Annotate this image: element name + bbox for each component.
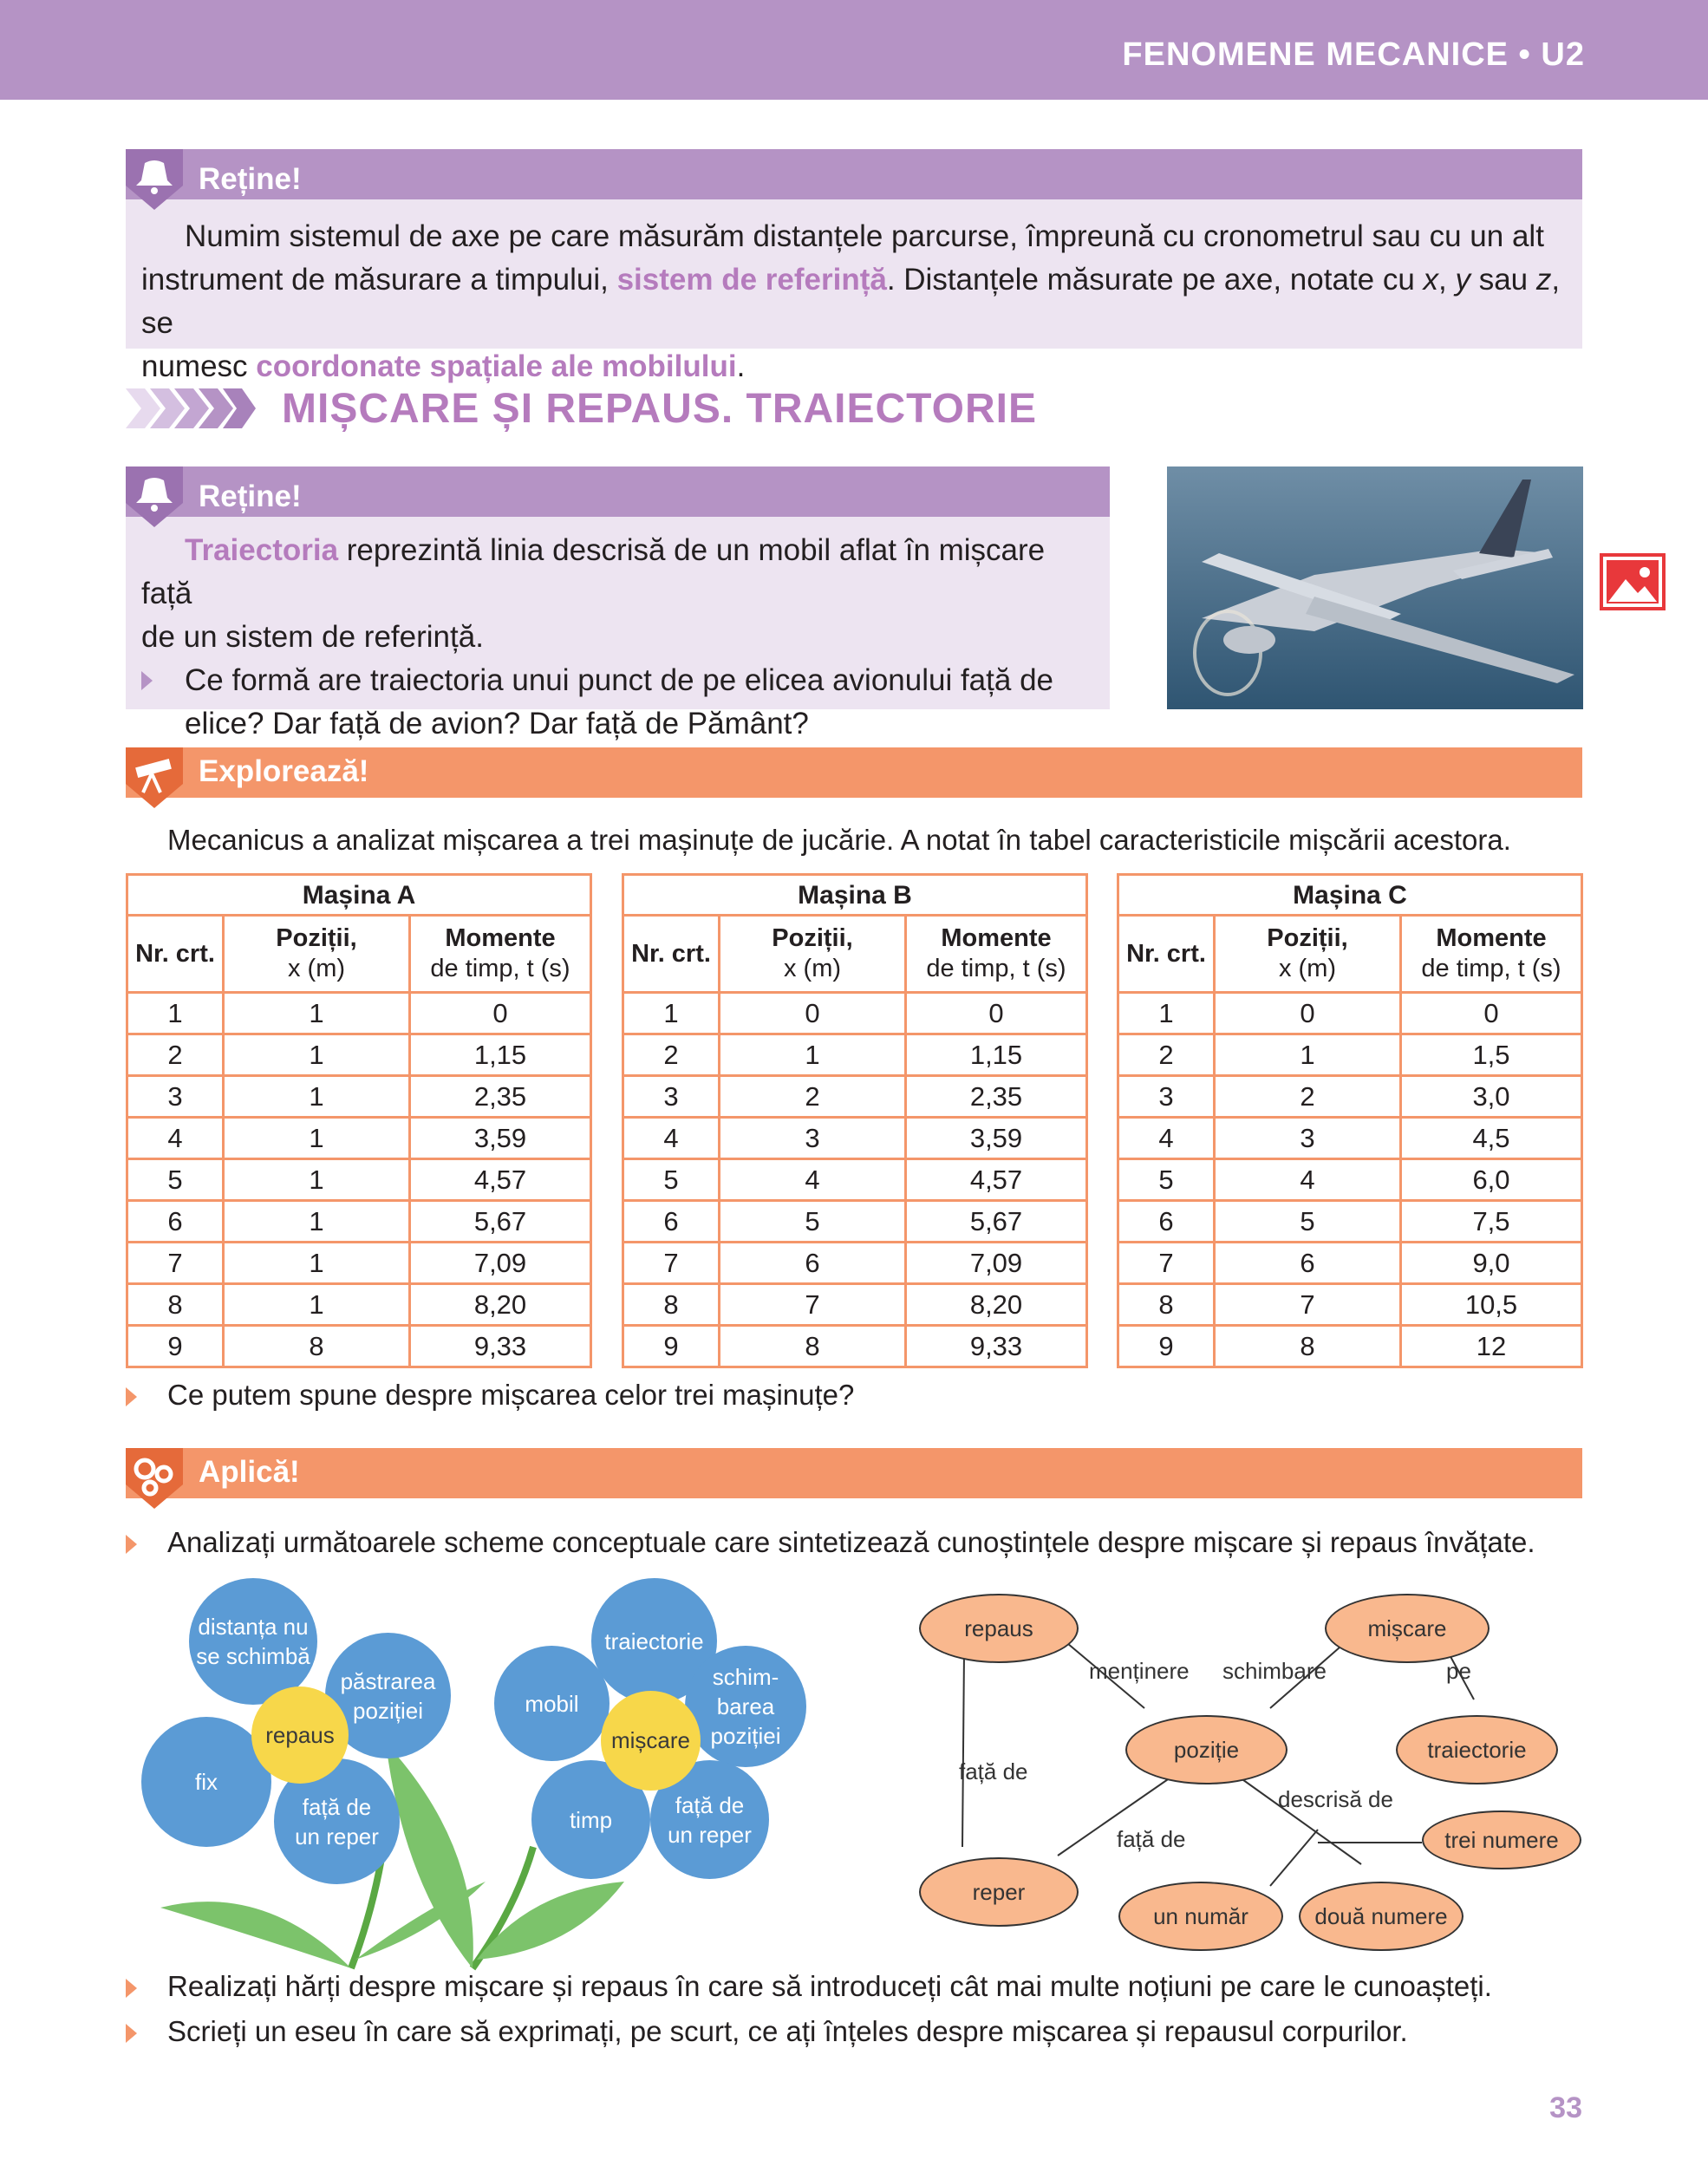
table-row	[623, 1159, 1087, 1201]
table-cell: 2	[623, 1034, 720, 1076]
table-cell: 8,20	[906, 1284, 1087, 1326]
text: ,	[1438, 263, 1456, 297]
table-cell: 5	[127, 1159, 224, 1201]
table-cell: 7,09	[410, 1243, 591, 1284]
table-row	[127, 1076, 591, 1118]
var-x: x	[1423, 263, 1439, 297]
table-cell: 7	[1215, 1284, 1401, 1326]
map-node-trei-numere: trei numere	[1422, 1810, 1581, 1869]
table-cell: 5	[623, 1159, 720, 1201]
table-cell: 4,57	[906, 1159, 1087, 1201]
text: Momente	[445, 924, 556, 952]
map-node-doua-numere: două numere	[1299, 1882, 1464, 1951]
table-cell: 5,67	[410, 1201, 591, 1243]
table-cell: 6	[127, 1201, 224, 1243]
retine1-line1: Numim sistemul de axe pe care măsurăm distanțele parcurse, împreună cu cronometrul sau cu un alt	[185, 219, 1544, 253]
col-header-nr: Nr. crt.	[623, 916, 720, 993]
map-link-fata-de: față de	[1117, 1826, 1186, 1852]
table-cell: 9,0	[1401, 1243, 1582, 1284]
text: , se	[141, 263, 1561, 340]
flower1-petal: păstrarea poziției	[325, 1633, 451, 1758]
term-traiectoria: Traiectoria	[185, 533, 339, 567]
table-cell: 5	[1118, 1159, 1215, 1201]
table-cell: 4,5	[1401, 1118, 1582, 1159]
chapter-title: FENOMENE MECANICE • U2	[1122, 36, 1585, 73]
table-cell: 3	[127, 1076, 224, 1118]
table-cell: 6	[720, 1243, 906, 1284]
table-cell: 9	[1118, 1326, 1215, 1367]
table-cell: 1	[224, 1034, 410, 1076]
retine-box-1	[126, 149, 1582, 383]
table-cell: 3,0	[1401, 1076, 1582, 1118]
map-link-descrisa-de: descrisă de	[1278, 1786, 1393, 1812]
page-header	[0, 0, 1708, 100]
table-cell: 1	[127, 993, 224, 1034]
airplane-photo	[1167, 466, 1583, 709]
question-line1: Ce formă are traiectoria unui punct de pe elicea avionului față de	[185, 663, 1053, 697]
table-cell: 1	[224, 1243, 410, 1284]
flower2-petal: schim-barea poziției	[685, 1646, 806, 1767]
table-cell: 1	[224, 1159, 410, 1201]
col-header-momente	[1401, 916, 1582, 993]
text: . Distanțele măsurate pe axe, notate cu	[886, 263, 1424, 297]
table-cell: 4	[127, 1118, 224, 1159]
flower2-center: mișcare	[601, 1691, 701, 1791]
bullet-icon	[141, 671, 153, 690]
bullet-icon	[126, 1387, 137, 1406]
table-cell: 1,15	[906, 1034, 1087, 1076]
map-node-repaus: repaus	[919, 1594, 1079, 1663]
bullet-icon	[126, 2024, 137, 2043]
map-node-traiectorie: traiectorie	[1396, 1715, 1558, 1784]
table-row	[127, 1034, 591, 1076]
table-cell: 2	[1118, 1034, 1215, 1076]
table-cell: 9	[127, 1326, 224, 1367]
col-header-pozitii	[224, 916, 410, 993]
table-cell: 5	[1215, 1201, 1401, 1243]
table-cell: 0	[720, 993, 906, 1034]
table-row	[1118, 1034, 1582, 1076]
text: Poziții,	[772, 924, 853, 952]
table-cell: 7	[1118, 1243, 1215, 1284]
map-node-pozitie: poziție	[1125, 1715, 1288, 1784]
table-cell: 9,33	[410, 1326, 591, 1367]
map-link-mentinere: menținere	[1089, 1658, 1190, 1684]
table-row	[1118, 1076, 1582, 1118]
table-masina-a	[126, 873, 592, 1368]
table-row	[623, 1243, 1087, 1284]
table-row	[1118, 993, 1582, 1034]
question-line2: elice? Dar față de avion? Dar față de Pământ?	[185, 707, 809, 740]
table-row	[127, 1243, 591, 1284]
retine-text-1	[141, 215, 1572, 388]
table-row	[127, 1201, 591, 1243]
text: numesc	[141, 349, 257, 383]
col-header-momente	[906, 916, 1087, 993]
var-y: y	[1455, 263, 1470, 297]
table-cell: 2	[127, 1034, 224, 1076]
table-cell: 3,59	[410, 1118, 591, 1159]
table-title: Mașina B	[623, 875, 1087, 916]
table-cell: 6	[623, 1201, 720, 1243]
table-cell: 1	[1215, 1034, 1401, 1076]
table-cell: 1	[1118, 993, 1215, 1034]
retine1-line3	[141, 345, 1572, 388]
map-link-schimbare: schimbare	[1222, 1658, 1327, 1684]
table-masina-b	[622, 873, 1088, 1368]
table-cell: 6	[1118, 1201, 1215, 1243]
map-node-miscare: mișcare	[1325, 1594, 1490, 1663]
term-sistem-referinta: sistem de referință	[616, 263, 887, 297]
text: de timp, t (s)	[1421, 955, 1561, 982]
text: reprezintă linia descrisă de un mobil aflat în mișcare față	[141, 533, 1046, 610]
table-cell: 2,35	[410, 1076, 591, 1118]
col-header-pozitii	[1215, 916, 1401, 993]
bullet-icon	[126, 1535, 137, 1554]
flower1-petal: fix	[141, 1717, 271, 1847]
table-cell: 8,20	[410, 1284, 591, 1326]
bell-icon	[126, 466, 183, 527]
table-row	[623, 1326, 1087, 1367]
exploreaza-question: Ce putem spune despre mișcarea celor trei mașinuțe?	[167, 1379, 855, 1411]
col-header-momente	[410, 916, 591, 993]
bullet-icon	[126, 1979, 137, 1998]
table-row	[623, 993, 1087, 1034]
table-row	[1118, 1201, 1582, 1243]
table-cell: 0	[410, 993, 591, 1034]
table-row	[623, 1076, 1087, 1118]
table-cell: 8	[1215, 1326, 1401, 1367]
term-coordonate: coordonate spațiale ale mobilului	[256, 349, 737, 383]
exploreaza-header	[126, 747, 1582, 798]
aplica-label: Aplică!	[199, 1455, 300, 1489]
table-row	[1118, 1118, 1582, 1159]
aplica-task-1: Realizați hărți despre mișcare și repaus în care să introduceți cât mai multe noțiuni pe care le cunoașteți.	[167, 1970, 1492, 2002]
table-row	[623, 1034, 1087, 1076]
text: de timp, t (s)	[926, 955, 1066, 982]
text: x (m)	[783, 955, 842, 982]
table-row	[1118, 1284, 1582, 1326]
retine-text-2	[141, 529, 1099, 746]
text: x (m)	[287, 955, 346, 982]
table-cell: 0	[1215, 993, 1401, 1034]
image-icon[interactable]	[1600, 553, 1666, 610]
table-cell: 1	[224, 1201, 410, 1243]
retine2-line2: de un sistem de referință.	[141, 620, 484, 654]
table-cell: 1	[720, 1034, 906, 1076]
table-cell: 3	[1118, 1076, 1215, 1118]
table-cell: 9,33	[906, 1326, 1087, 1367]
table-cell: 6	[1215, 1243, 1401, 1284]
aplica-task-2: Scrieți un eseu în care să exprimați, pe scurt, ce ați înțeles despre mișcarea și repausul corpurilor.	[167, 2015, 1408, 2047]
table-cell: 1	[224, 1118, 410, 1159]
retine2-question	[141, 659, 1099, 746]
table-cell: 8	[720, 1326, 906, 1367]
text: x (m)	[1278, 955, 1337, 982]
gears-icon	[126, 1448, 183, 1509]
table-cell: 0	[906, 993, 1087, 1034]
exploreaza-intro: Mecanicus a analizat mișcarea a trei mașinuțe de jucărie. A notat în tabel caracteristicile mișcării acestora.	[167, 824, 1511, 856]
text: Poziții,	[1267, 924, 1348, 952]
table-cell: 10,5	[1401, 1284, 1582, 1326]
table-cell: 1,15	[410, 1034, 591, 1076]
table-row	[623, 1201, 1087, 1243]
map-node-un-numar: un număr	[1118, 1882, 1283, 1951]
table-cell: 1	[224, 1076, 410, 1118]
chevrons-icon	[126, 388, 256, 428]
table-title: Mașina A	[127, 875, 591, 916]
table-row	[127, 1118, 591, 1159]
col-header-pozitii	[720, 916, 906, 993]
text: de timp, t (s)	[430, 955, 570, 982]
table-cell: 3	[1215, 1118, 1401, 1159]
var-z: z	[1535, 263, 1552, 297]
retine1-line2	[141, 258, 1572, 345]
table-cell: 1	[224, 993, 410, 1034]
flower1-center: repaus	[251, 1686, 349, 1784]
table-cell: 7,5	[1401, 1201, 1582, 1243]
table-cell: 8	[127, 1284, 224, 1326]
table-cell: 4	[720, 1159, 906, 1201]
table-row	[127, 1326, 591, 1367]
flower2-petal: mobil	[494, 1646, 610, 1761]
retine-header-1	[126, 149, 1582, 199]
telescope-icon	[126, 747, 183, 808]
flower1-petal: distanța nu se schimbă	[189, 1578, 317, 1705]
table-cell: 8	[1118, 1284, 1215, 1326]
section-title: MIȘCARE ȘI REPAUS. TRAIECTORIE	[282, 386, 1037, 432]
flower2-petal: față de un reper	[650, 1760, 769, 1879]
map-link-pe: pe	[1446, 1658, 1471, 1684]
aplica-intro: Analizați următoarele scheme conceptuale care sintetizează cunoștințele despre mișcare și repaus învățate.	[167, 1526, 1535, 1558]
retine2-line1	[141, 529, 1099, 616]
table-cell: 8	[224, 1326, 410, 1367]
bell-icon	[126, 149, 183, 210]
map-link-fata-de: față de	[959, 1758, 1028, 1784]
table-row	[1118, 1159, 1582, 1201]
table-cell: 5,67	[906, 1201, 1087, 1243]
map-node-reper: reper	[919, 1857, 1079, 1927]
table-title: Mașina C	[1118, 875, 1582, 916]
table-cell: 2	[1215, 1076, 1401, 1118]
retine-box-2	[126, 466, 1110, 740]
table-cell: 4	[1215, 1159, 1401, 1201]
table-cell: 4,57	[410, 1159, 591, 1201]
table-cell: 3	[623, 1076, 720, 1118]
table-cell: 1,5	[1401, 1034, 1582, 1076]
table-cell: 7	[127, 1243, 224, 1284]
exploreaza-label: Explorează!	[199, 754, 369, 788]
flower2-petal: timp	[531, 1760, 650, 1879]
table-cell: 7	[623, 1243, 720, 1284]
table-cell: 9	[623, 1326, 720, 1367]
retine-label: Reține!	[199, 480, 302, 513]
table-row	[1118, 1243, 1582, 1284]
flower1-petal: față de un reper	[274, 1758, 400, 1884]
text: Momente	[1436, 924, 1547, 952]
text: .	[736, 349, 746, 383]
table-cell: 5	[720, 1201, 906, 1243]
page-number: 33	[1549, 2091, 1582, 2124]
retine-label: Reține!	[199, 162, 302, 196]
aplica-header	[126, 1448, 1582, 1498]
table-cell: 12	[1401, 1326, 1582, 1367]
text: instrument de măsurare a timpului,	[141, 263, 617, 297]
text: Momente	[941, 924, 1052, 952]
table-row	[127, 993, 591, 1034]
table-cell: 7,09	[906, 1243, 1087, 1284]
table-row	[127, 1284, 591, 1326]
col-header-nr: Nr. crt.	[1118, 916, 1215, 993]
table-cell: 4	[623, 1118, 720, 1159]
table-cell: 4	[1118, 1118, 1215, 1159]
table-cell: 6,0	[1401, 1159, 1582, 1201]
table-row	[623, 1118, 1087, 1159]
table-cell: 1	[224, 1284, 410, 1326]
table-cell: 2	[720, 1076, 906, 1118]
table-cell: 3,59	[906, 1118, 1087, 1159]
table-cell: 2,35	[906, 1076, 1087, 1118]
table-row	[623, 1284, 1087, 1326]
text: Poziții,	[276, 924, 357, 952]
table-row	[127, 1159, 591, 1201]
col-header-nr: Nr. crt.	[127, 916, 224, 993]
table-cell: 7	[720, 1284, 906, 1326]
table-cell: 0	[1401, 993, 1582, 1034]
flower2-petal: traiectorie	[591, 1578, 717, 1704]
table-row	[1118, 1326, 1582, 1367]
table-masina-c	[1117, 873, 1583, 1368]
table-cell: 1	[623, 993, 720, 1034]
table-cell: 8	[623, 1284, 720, 1326]
text: sau	[1470, 263, 1536, 297]
table-cell: 3	[720, 1118, 906, 1159]
retine-header-2	[126, 466, 1110, 517]
